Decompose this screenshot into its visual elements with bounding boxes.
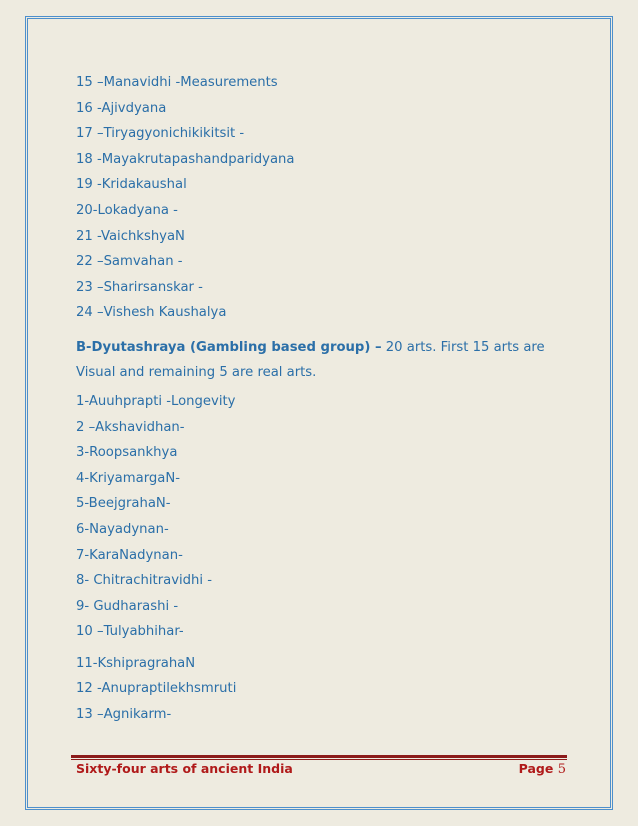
list-item: 5-BeejgrahaN-: [76, 496, 171, 512]
list-item: 8- Chitrachitravidhi -: [76, 573, 213, 589]
list-item: 20-Lokadyana -: [76, 202, 178, 218]
section-b-heading: B-Dyutashraya (Gambling based group) –: [76, 339, 382, 355]
list-item: 15 –Manavidhi -Measurements: [76, 75, 278, 90]
list-item: 7-KaraNadynan-: [76, 547, 183, 563]
list-item: 4-KriyamargaN-: [76, 470, 180, 486]
list-item: 23 –Sharirsanskar -: [76, 279, 203, 295]
list-item: 12 -Anupraptilekhsmruti: [76, 681, 237, 697]
footer-page-label: Page: [518, 761, 554, 776]
arts-list-b: [76, 389, 556, 645]
page-content: [76, 70, 556, 728]
arts-list-a: [76, 70, 556, 326]
section-b-paragraph: [76, 335, 556, 385]
list-item: 9- Gudharashi -: [76, 598, 179, 614]
list-item: 16 -Ajivdyana: [76, 100, 167, 116]
section-b-text: 20 arts. First 15 arts are Visual and remaining 5 are real arts.: [76, 339, 545, 380]
list-item: 1-Auuhprapti -Longevity: [76, 393, 236, 409]
list-item: 11-KshipragrahaN: [76, 655, 196, 671]
list-item: 24 –Vishesh Kaushalya: [76, 305, 227, 321]
list-item: 22 –Samvahan -: [76, 254, 183, 270]
list-item: 2 –Akshavidhan-: [76, 419, 185, 435]
page-footer: [76, 758, 566, 780]
list-item: 6-Nayadynan-: [76, 521, 169, 537]
list-item: 18 -Mayakrutapashandparidyana: [76, 151, 295, 167]
list-item: 19 -Kridakaushal: [76, 177, 187, 193]
footer-page: [519, 758, 566, 781]
footer-page-number: 5: [557, 762, 566, 777]
list-item: 17 –Tiryagyonichikikitsit -: [76, 126, 245, 142]
footer-title: Sixty-four arts of ancient India: [76, 761, 293, 776]
list-item: 3-Roopsankhya: [76, 445, 178, 461]
list-item: 10 –Tulyabhihar-: [76, 624, 184, 640]
list-item: 13 –Agnikarm-: [76, 707, 172, 723]
arts-list-c: [76, 651, 556, 728]
list-item: 21 -VaichkshyaN: [76, 228, 185, 244]
